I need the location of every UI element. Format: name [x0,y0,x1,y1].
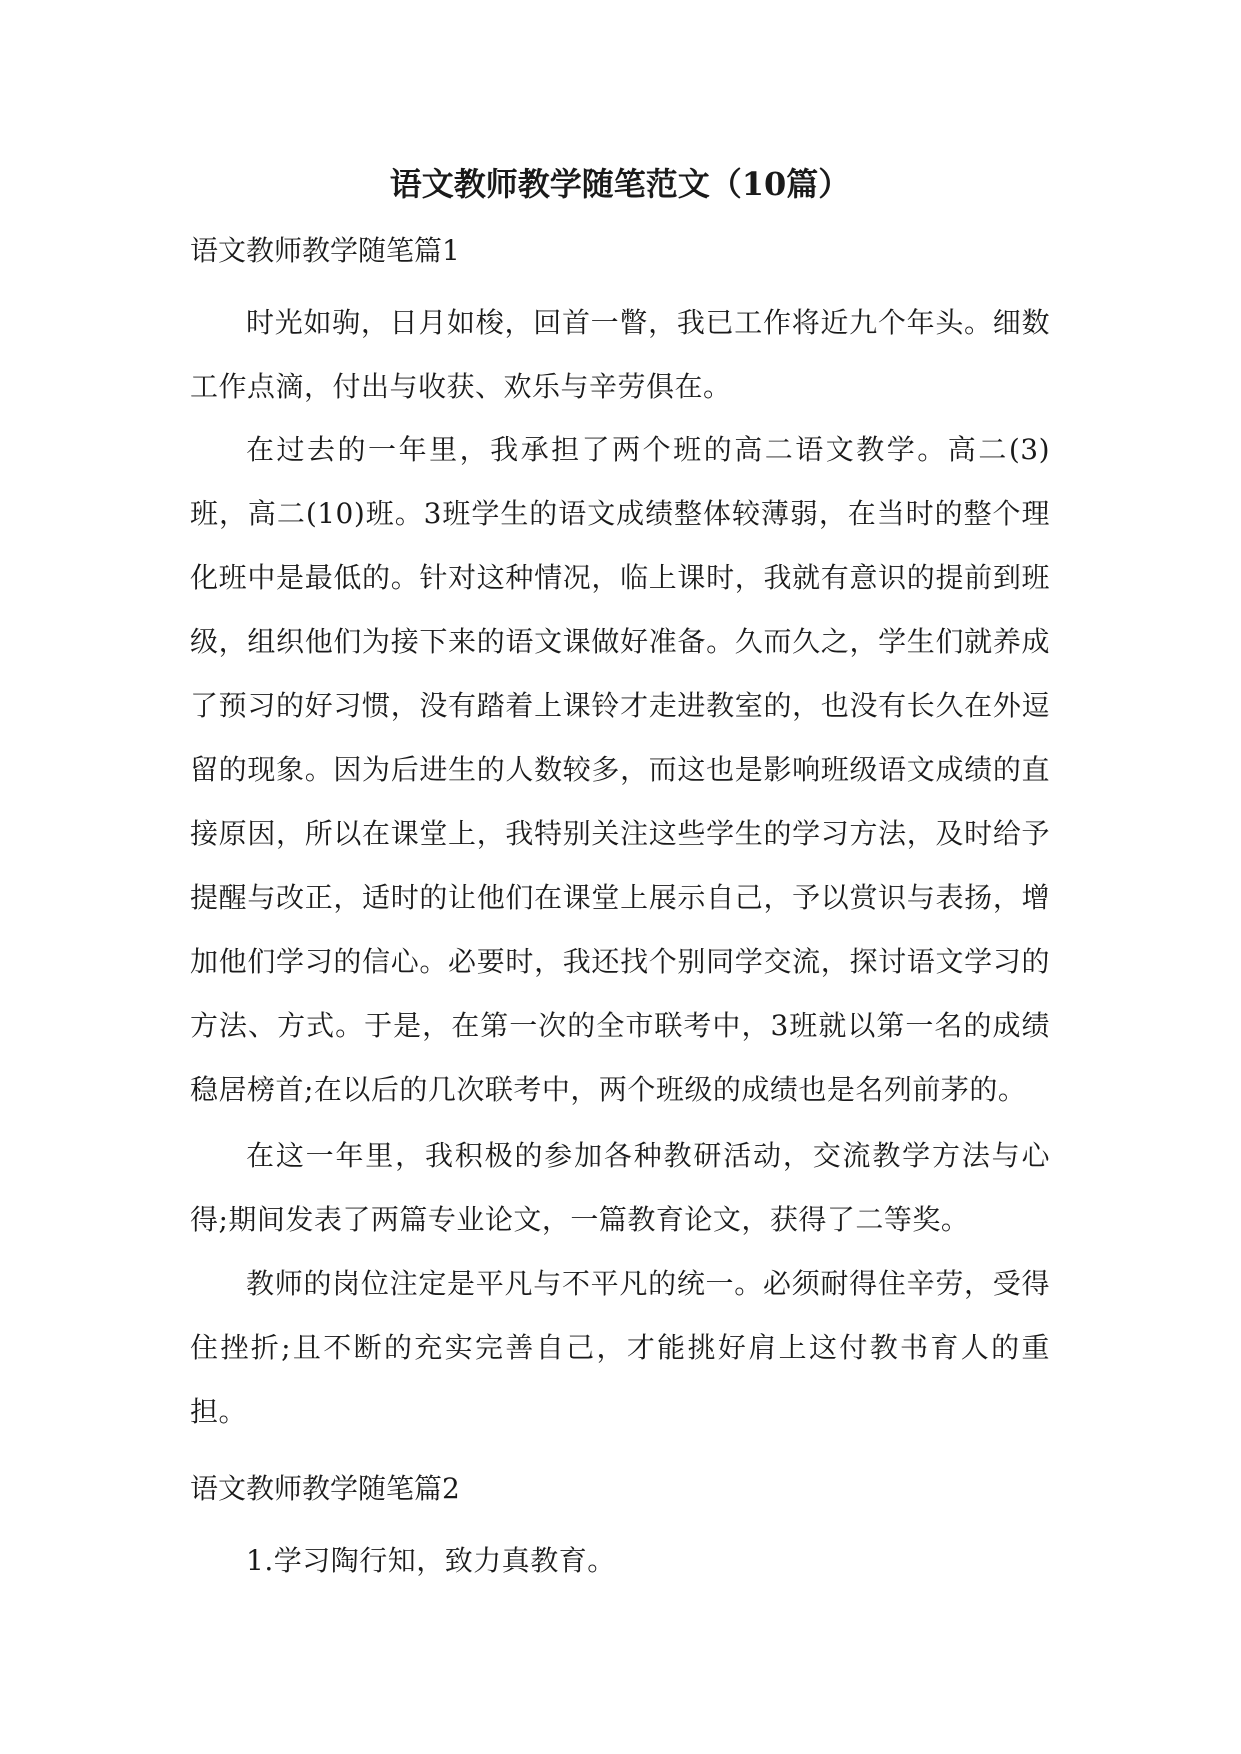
document-title: 语文教师教学随笔范文（10篇） [389,165,851,203]
paragraph-1-2: 在过去的一年里，我承担了两个班的高二语文教学。高二(3)班，高二(10)班。3班学生的语文成绩整体较薄弱，在当时的整个理化班中是最低的。针对这种情况，临上课时，我就有意识的提前到班级，组织他们为接下来的语文课做好准备。久而久之，学生们就养成了预习的好习惯，没有踏着上课铃才走进教室的，也没有长久在外逗留的现象。因为后进生的人数较多，而这也是影响班级语文成绩的直接原因，所以在课堂上，我特别关注这些学生的学习方法，及时给予提醒与改正，适时的让他们在课堂上展示自己，予以赏识与表扬，增加他们学习的信心。必要时，我还找个别同学交流，探讨语文学习的方法、方式。于是，在第一次的全市联考中，3班就以第一名的成绩稳居榜首;在以后的几次联考中，两个班级的成绩也是名列前茅的。 [190,433,1050,1106]
paragraph-1-4: 教师的岗位注定是平凡与不平凡的统一。必须耐得住辛劳，受得住挫折;且不断的充实完善自己，才能挑好肩上这付教书育人的重担。 [190,1267,1050,1428]
section-heading-2: 语文教师教学随笔篇2 [190,1472,460,1505]
paragraph-2-1: 1.学习陶行知，致力真教育。 [246,1544,616,1577]
paragraph-1-3: 在这一年里，我积极的参加各种教研活动，交流教学方法与心得;期间发表了两篇专业论文，一篇教育论文，获得了二等奖。 [190,1139,1050,1236]
section-heading-1: 语文教师教学随笔篇1 [190,234,460,267]
paragraph-1-1: 时光如驹，日月如梭，回首一瞥，我已工作将近九个年头。细数工作点滴，付出与收获、欢乐与辛劳俱在。 [190,306,1050,403]
